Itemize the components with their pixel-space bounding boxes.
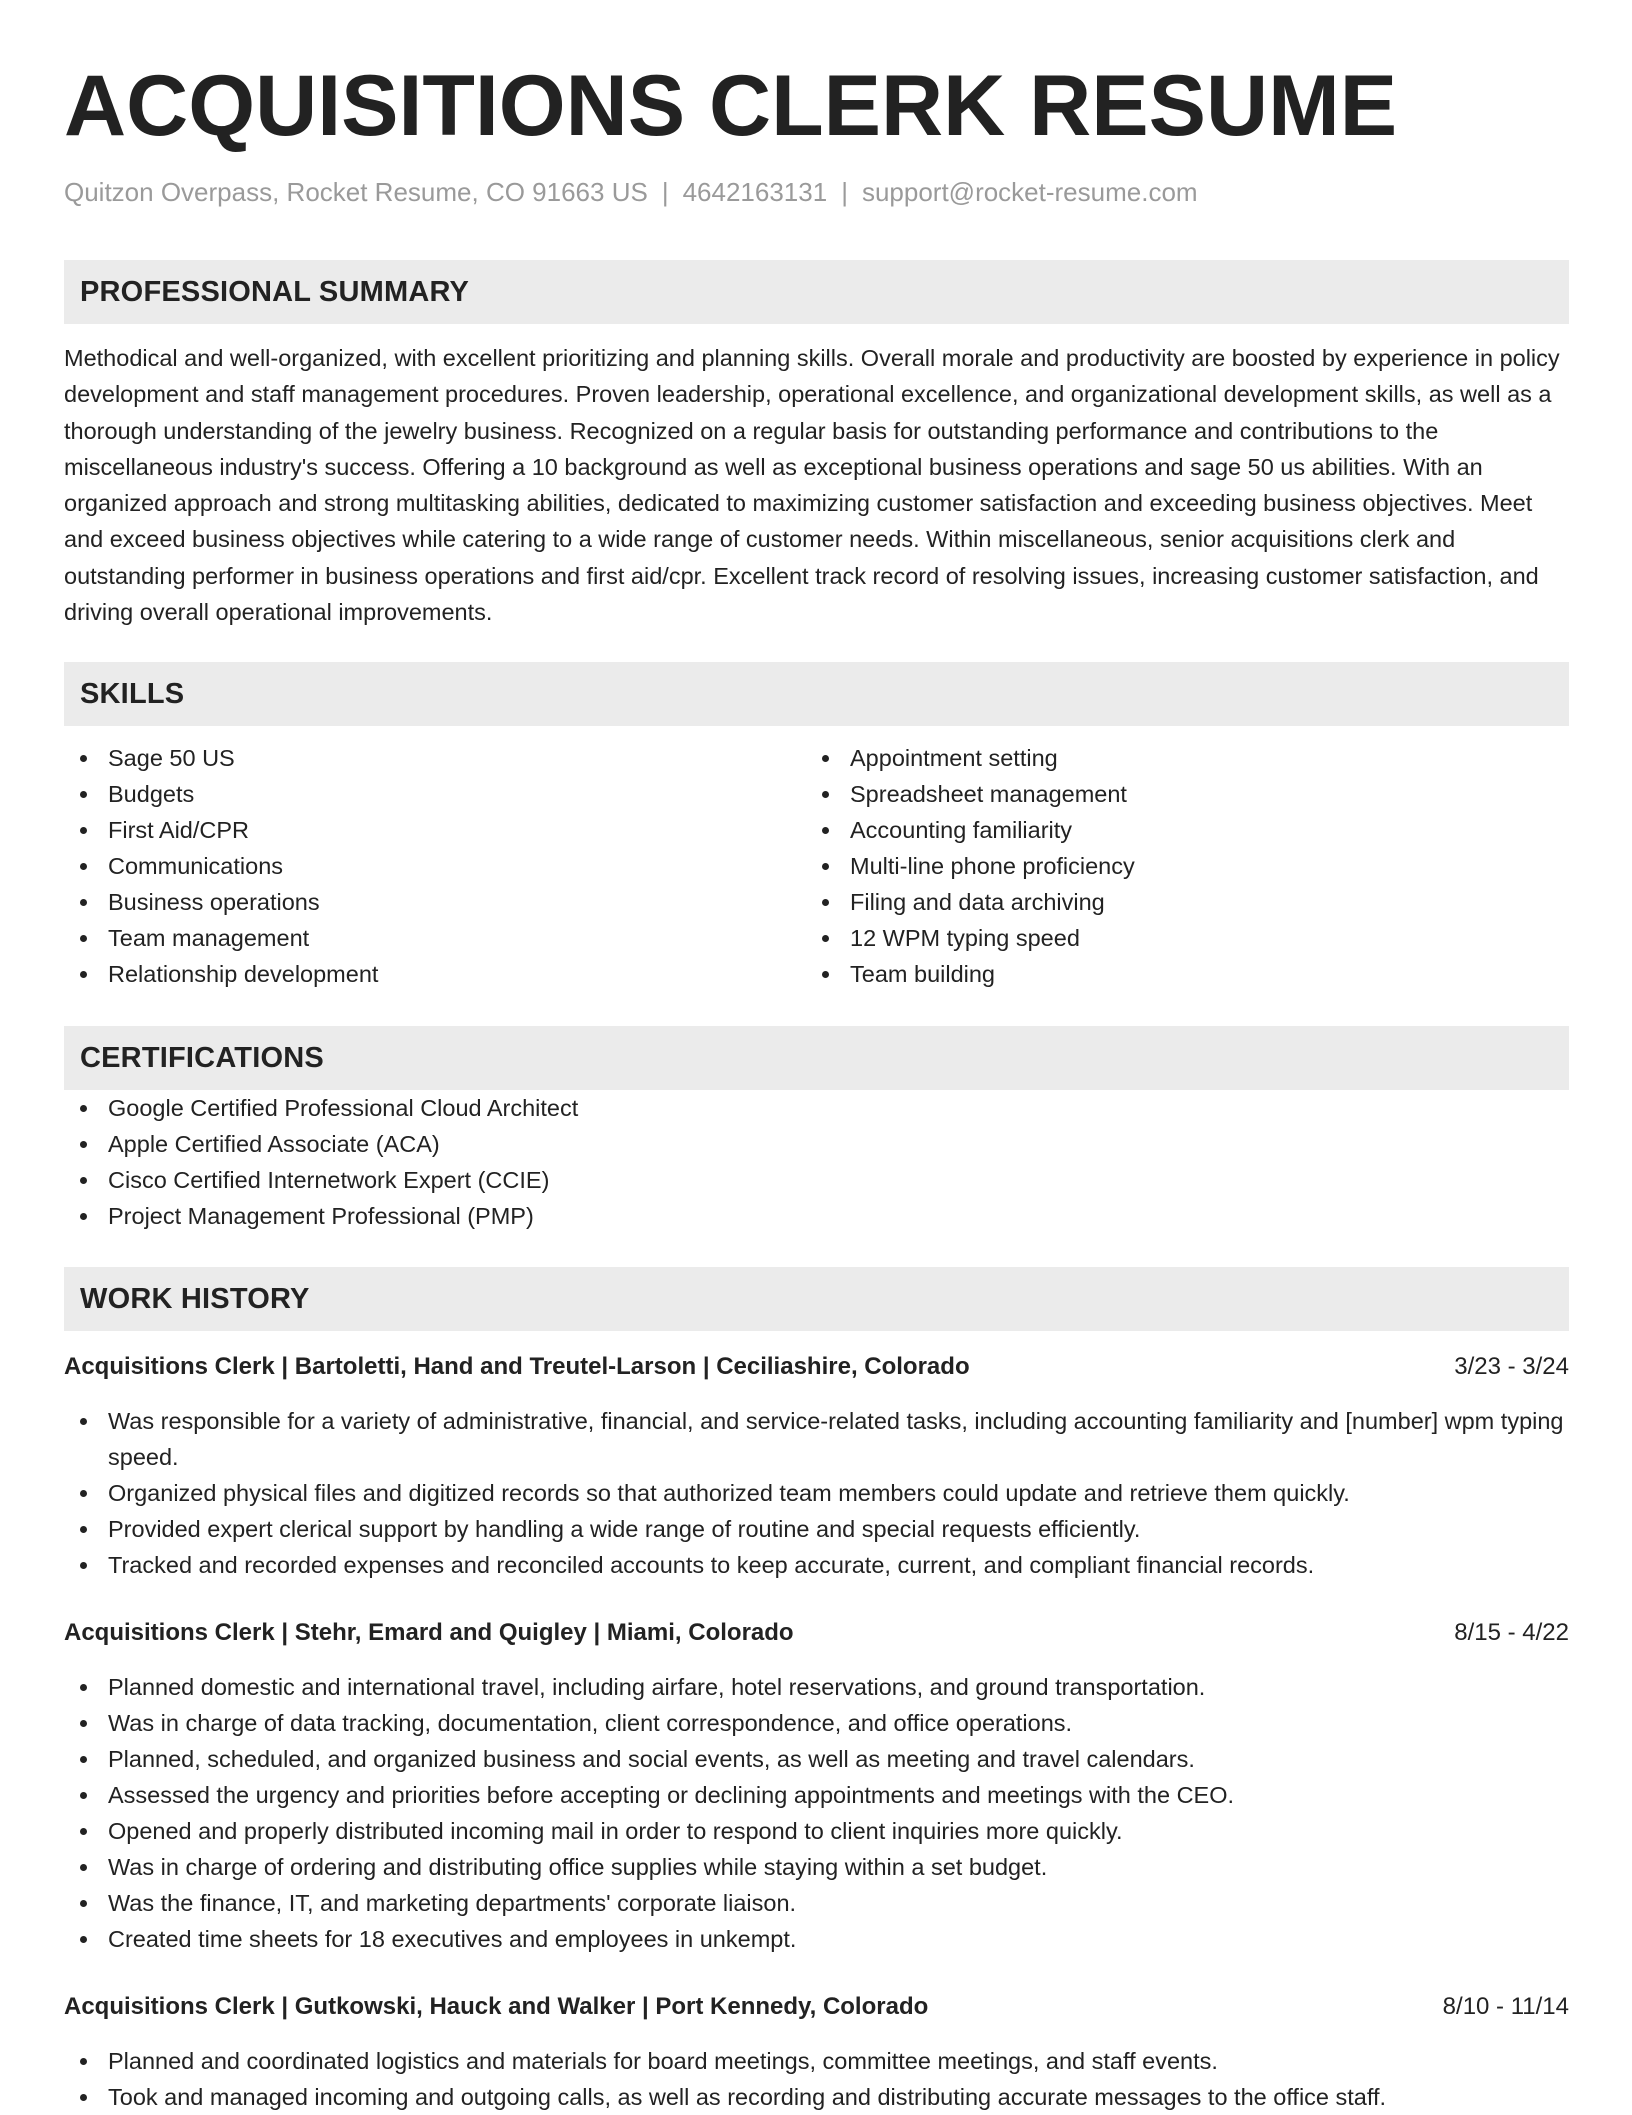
skill-item: First Aid/CPR bbox=[64, 812, 806, 848]
contact-phone: 4642163131 bbox=[682, 177, 828, 207]
job-entry bbox=[64, 1351, 1569, 1583]
resume-title: ACQUISITIONS CLERK RESUME bbox=[64, 58, 1398, 154]
job-bullet: Opened and properly distributed incoming mail in order to respond to client inquiries more quickly. bbox=[64, 1813, 1569, 1849]
job-title: Acquisitions Clerk | Gutkowski, Hauck and Walker | Port Kennedy, Colorado bbox=[64, 1993, 929, 2021]
job-bullets bbox=[64, 1403, 1569, 1583]
job-header bbox=[64, 1991, 1569, 2023]
certification-item: Google Certified Professional Cloud Architect bbox=[64, 1090, 1569, 1126]
skill-item: Relationship development bbox=[64, 956, 806, 992]
skills-column-right bbox=[806, 740, 1548, 992]
skills-columns bbox=[64, 740, 1569, 992]
contact-separator: | bbox=[661, 177, 669, 207]
job-header bbox=[64, 1617, 1569, 1649]
skill-item: Filing and data archiving bbox=[806, 884, 1548, 920]
contact-address: Quitzon Overpass, Rocket Resume, CO 91663 US bbox=[64, 177, 648, 207]
job-bullet: Created time sheets for 18 executives and employees in unkempt. bbox=[64, 1921, 1569, 1957]
job-title: Acquisitions Clerk | Stehr, Emard and Quigley | Miami, Colorado bbox=[64, 1619, 794, 1647]
job-header bbox=[64, 1351, 1569, 1383]
certifications-heading: CERTIFICATIONS bbox=[64, 1026, 1569, 1090]
contact-line bbox=[64, 176, 1569, 208]
skill-item: Multi-line phone proficiency bbox=[806, 848, 1548, 884]
certifications-list bbox=[64, 1090, 1569, 1234]
job-dates: 8/15 - 4/22 bbox=[1454, 1619, 1569, 1647]
job-entry bbox=[64, 1617, 1569, 1957]
skill-item: 12 WPM typing speed bbox=[806, 920, 1548, 956]
job-bullet: Planned, scheduled, and organized business and social events, as well as meeting and travel calendars. bbox=[64, 1741, 1569, 1777]
skill-item: Team building bbox=[806, 956, 1548, 992]
job-bullet: Planned domestic and international travel, including airfare, hotel reservations, and ground transportation. bbox=[64, 1669, 1569, 1705]
job-bullet: Assessed the urgency and priorities before accepting or declining appointments and meetings with the CEO. bbox=[64, 1777, 1569, 1813]
job-bullet: Tracked and recorded expenses and reconciled accounts to keep accurate, current, and compliant financial records. bbox=[64, 1547, 1569, 1583]
skills-list-right bbox=[806, 740, 1548, 992]
certification-item: Project Management Professional (PMP) bbox=[64, 1198, 1569, 1234]
job-dates: 3/23 - 3/24 bbox=[1454, 1353, 1569, 1381]
certification-item: Cisco Certified Internetwork Expert (CCIE) bbox=[64, 1162, 1569, 1198]
contact-email: support@rocket-resume.com bbox=[861, 177, 1198, 207]
skill-item: Appointment setting bbox=[806, 740, 1548, 776]
summary-heading: PROFESSIONAL SUMMARY bbox=[64, 260, 1569, 324]
skill-item: Team management bbox=[64, 920, 806, 956]
skill-item: Business operations bbox=[64, 884, 806, 920]
job-bullet: Organized physical files and digitized records so that authorized team members could update and retrieve them quickly. bbox=[64, 1475, 1569, 1511]
work-history-heading: WORK HISTORY bbox=[64, 1267, 1569, 1331]
job-bullet: Planned and coordinated logistics and materials for board meetings, committee meetings, and staff events. bbox=[64, 2043, 1569, 2079]
job-entry bbox=[64, 1991, 1569, 2115]
job-bullet: Was the finance, IT, and marketing departments' corporate liaison. bbox=[64, 1885, 1569, 1921]
job-bullets bbox=[64, 1669, 1569, 1957]
job-title: Acquisitions Clerk | Bartoletti, Hand and Treutel-Larson | Ceciliashire, Colorado bbox=[64, 1353, 970, 1381]
skill-item: Communications bbox=[64, 848, 806, 884]
contact-separator: | bbox=[841, 177, 848, 207]
job-bullet: Provided expert clerical support by handling a wide range of routine and special requests efficiently. bbox=[64, 1511, 1569, 1547]
job-bullet: Was in charge of ordering and distributing office supplies while staying within a set budget. bbox=[64, 1849, 1569, 1885]
skill-item: Sage 50 US bbox=[64, 740, 806, 776]
skills-column-left bbox=[64, 740, 806, 992]
skills-list-left bbox=[64, 740, 806, 992]
job-bullets bbox=[64, 2043, 1569, 2115]
certification-item: Apple Certified Associate (ACA) bbox=[64, 1126, 1569, 1162]
skills-heading: SKILLS bbox=[64, 662, 1569, 726]
summary-text: Methodical and well-organized, with excellent prioritizing and planning skills. Overall morale and productivity are boosted by experience in policy development and staff management procedures. Proven leadership, operational excellence, and organizational development skills, as well as a thorough understanding of the jewelry business. Recognized on a regular basis for outstanding performance and contributions to the miscellaneous industry's success. Offering a 10 background as well as exceptional business operations and sage 50 us abilities. With an organized approach and strong multitasking abilities, dedicated to maximizing customer satisfaction and exceeding business objectives. Meet and exceed business objectives while catering to a wide range of customer needs. Within miscellaneous, senior acquisitions clerk and outstanding performer in business operations and first aid/cpr. Excellent track record of resolving issues, increasing customer satisfaction, and driving overall operational improvements. bbox=[64, 345, 1560, 626]
job-bullet: Took and managed incoming and outgoing calls, as well as recording and distributing accurate messages to the office staff. bbox=[64, 2079, 1569, 2115]
resume-page bbox=[64, 0, 1569, 2115]
job-bullet: Was responsible for a variety of administrative, financial, and service-related tasks, including accounting familiarity and [number] wpm typing speed. bbox=[64, 1403, 1569, 1475]
job-bullet: Was in charge of data tracking, documentation, client correspondence, and office operations. bbox=[64, 1705, 1569, 1741]
skill-item: Accounting familiarity bbox=[806, 812, 1548, 848]
job-dates: 8/10 - 11/14 bbox=[1442, 1993, 1569, 2021]
skill-item: Budgets bbox=[64, 776, 806, 812]
skill-item: Spreadsheet management bbox=[806, 776, 1548, 812]
